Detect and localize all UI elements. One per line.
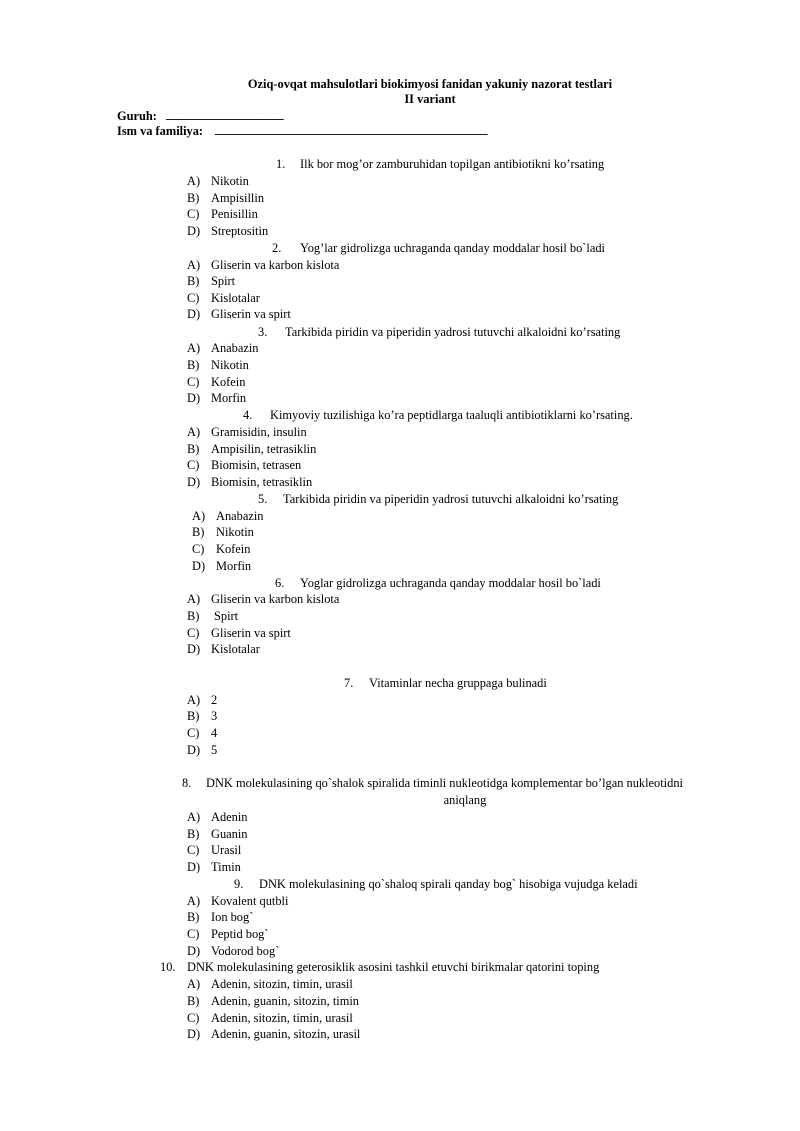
question-number: 9.: [234, 877, 244, 891]
option-letter: D): [187, 860, 201, 874]
name-label: Ism va familiya:: [117, 124, 204, 138]
option-letter: C): [187, 207, 200, 221]
option-letter: D): [187, 307, 201, 321]
option-text[interactable]: Nikotin: [211, 358, 249, 372]
question-number: 1.: [276, 157, 286, 171]
option-letter: C): [187, 458, 200, 472]
question-number: 8.: [182, 776, 192, 790]
option-text[interactable]: Streptositin: [211, 224, 269, 238]
option-letter: A): [192, 509, 206, 523]
option-letter: C): [187, 375, 200, 389]
option-text[interactable]: Peptid bog`: [211, 927, 269, 941]
option-letter: C): [187, 843, 200, 857]
option-text[interactable]: Urasil: [211, 843, 242, 857]
question-text: Tarkibida piridin va piperidin yadrosi tutuvchi alkaloidni ko’rsating: [283, 492, 619, 506]
option-letter: D): [187, 475, 201, 489]
option-letter: B): [187, 191, 200, 205]
option-text[interactable]: Spirt: [214, 609, 239, 623]
option-letter: B): [187, 994, 200, 1008]
option-text[interactable]: Gliserin va spirt: [211, 307, 291, 321]
option-letter: C): [187, 626, 200, 640]
option-text[interactable]: Morfin: [216, 559, 252, 573]
option-text[interactable]: Anabazin: [216, 509, 264, 523]
option-letter: B): [187, 910, 200, 924]
question-text: Yoglar gidrolizga uchraganda qanday moddalar hosil bo`ladi: [300, 576, 601, 590]
question-number: 6.: [275, 576, 285, 590]
question-text: Tarkibida piridin va piperidin yadrosi tutuvchi alkaloidni ko’rsating: [285, 325, 621, 339]
question-text: DNK molekulasining qo`shalok spiralida timinli nukleotidga komplementar bo’lgan nukleotidni: [206, 776, 683, 790]
question-text: Kimyoviy tuzilishiga ko’ra peptidlarga taaluqli antibiotiklarni ko’rsating.: [270, 408, 633, 422]
option-letter: A): [187, 592, 201, 606]
option-text[interactable]: Kislotalar: [211, 642, 260, 656]
option-text[interactable]: Anabazin: [211, 341, 259, 355]
option-text[interactable]: Adenin, guanin, sitozin, timin: [211, 994, 359, 1008]
name-blank: ____________________________________________: [215, 122, 488, 136]
option-letter: D): [187, 944, 201, 958]
variant-label: II variant: [404, 92, 456, 106]
option-text[interactable]: 4: [211, 726, 218, 740]
option-letter: B): [187, 274, 200, 288]
page-title: Oziq-ovqat mahsulotlari biokimyosi fanidan yakuniy nazorat testlari: [247, 77, 613, 91]
option-letter: D): [187, 642, 201, 656]
option-letter: C): [187, 1011, 200, 1025]
question-number: 5.: [258, 492, 268, 506]
option-text[interactable]: Vodorod bog`: [211, 944, 280, 958]
option-text[interactable]: Kofein: [216, 542, 251, 556]
question-text: DNK molekulasining qo`shaloq spirali qanday bog` hisobiga vujudga keladi: [259, 877, 638, 891]
option-letter: B): [187, 827, 200, 841]
option-text[interactable]: Gliserin va spirt: [211, 626, 291, 640]
option-text[interactable]: Kislotalar: [211, 291, 260, 305]
question-number: 4.: [243, 408, 253, 422]
option-letter: A): [187, 174, 201, 188]
group-label: Guruh:: [117, 109, 157, 123]
option-letter: A): [187, 693, 201, 707]
option-text[interactable]: Spirt: [211, 274, 236, 288]
option-text[interactable]: Timin: [211, 860, 241, 874]
option-text[interactable]: Morfin: [211, 391, 247, 405]
option-text[interactable]: 2: [211, 693, 218, 707]
option-text[interactable]: Gliserin va karbon kislota: [211, 258, 340, 272]
option-letter: D): [192, 559, 206, 573]
option-letter: B): [187, 358, 200, 372]
option-text[interactable]: Biomisin, tetrasiklin: [211, 475, 313, 489]
option-letter: C): [187, 927, 200, 941]
option-text[interactable]: Nikotin: [211, 174, 249, 188]
option-text[interactable]: Ampisilin, tetrasiklin: [211, 442, 317, 456]
option-letter: D): [187, 391, 201, 405]
question-number: 2.: [272, 241, 282, 255]
option-text[interactable]: Ampisillin: [211, 191, 265, 205]
option-letter: D): [187, 743, 201, 757]
option-letter: A): [187, 258, 201, 272]
question-text: Ilk bor mog’or zamburuhidan topilgan antibiotikni ko’rsating: [300, 157, 605, 171]
option-text[interactable]: Adenin, sitozin, timin, urasil: [211, 1011, 353, 1025]
question-text: DNK molekulasining geterosiklik asosini tashkil etuvchi birikmalar qatorini toping: [187, 960, 600, 974]
option-text[interactable]: Penisillin: [211, 207, 258, 221]
option-letter: B): [187, 442, 200, 456]
option-text[interactable]: 5: [211, 743, 218, 757]
option-letter: C): [187, 726, 200, 740]
option-letter: A): [187, 894, 201, 908]
option-text[interactable]: Adenin, sitozin, timin, urasil: [211, 977, 353, 991]
option-letter: A): [187, 425, 201, 439]
option-text[interactable]: Biomisin, tetrasen: [211, 458, 302, 472]
option-text[interactable]: Nikotin: [216, 525, 254, 539]
option-text[interactable]: Gliserin va karbon kislota: [211, 592, 340, 606]
option-letter: B): [187, 709, 200, 723]
option-letter: B): [187, 609, 200, 623]
option-letter: C): [192, 542, 205, 556]
option-text[interactable]: Kofein: [211, 375, 246, 389]
option-text[interactable]: Ion bog`: [211, 910, 254, 924]
question-number: 3.: [258, 325, 268, 339]
option-letter: A): [187, 977, 201, 991]
option-text[interactable]: Adenin, guanin, sitozin, urasil: [211, 1027, 361, 1041]
option-letter: B): [192, 525, 205, 539]
option-text[interactable]: Gramisidin, insulin: [211, 425, 307, 439]
option-text[interactable]: 3: [211, 709, 218, 723]
question-number: 10.: [160, 960, 176, 974]
question-text-continued: aniqlang: [443, 793, 487, 807]
option-text[interactable]: Guanin: [211, 827, 248, 841]
option-letter: D): [187, 1027, 201, 1041]
group-blank: ___________________: [166, 107, 284, 121]
option-text[interactable]: Adenin: [211, 810, 248, 824]
question-text: Vitaminlar necha gruppaga bulinadi: [369, 676, 547, 690]
option-letter: A): [187, 341, 201, 355]
option-letter: D): [187, 224, 201, 238]
option-letter: A): [187, 810, 201, 824]
question-number: 7.: [344, 676, 354, 690]
option-letter: C): [187, 291, 200, 305]
question-text: Yog’lar gidrolizga uchraganda qanday moddalar hosil bo`ladi: [300, 241, 605, 255]
option-text[interactable]: Kovalent qutbli: [211, 894, 289, 908]
